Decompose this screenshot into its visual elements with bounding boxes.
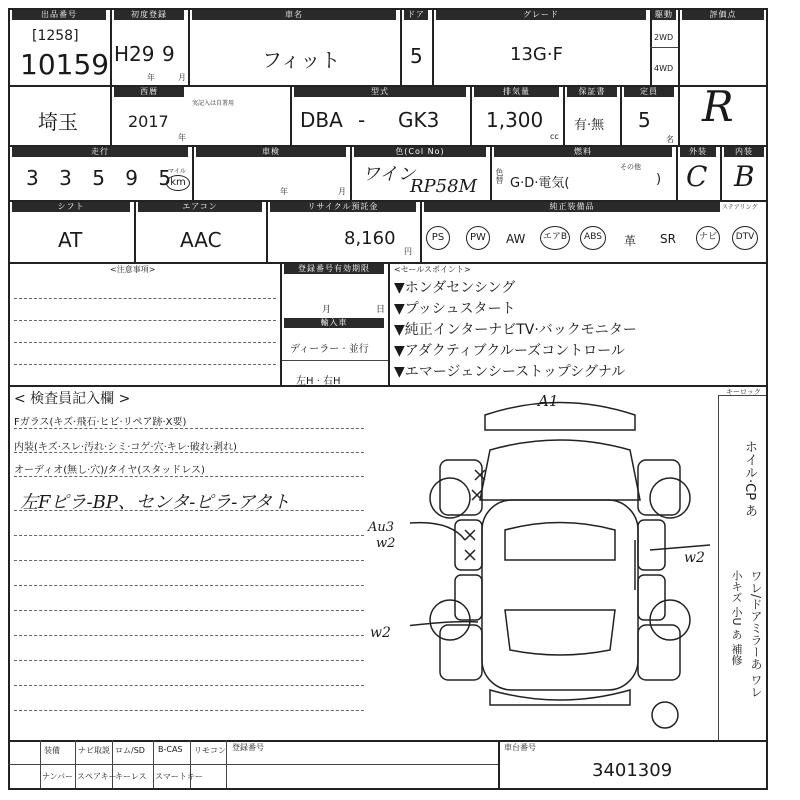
exterior: C [686, 160, 708, 193]
sales-point: ▼プッシュスタート [394, 301, 516, 317]
fuel-other: その他 [620, 163, 641, 171]
mileage-digit: 3 [59, 166, 74, 190]
exterior-header: 外装 [680, 147, 716, 157]
year-header: 西暦 [114, 87, 184, 97]
lot-number-header: 出品番号 [12, 10, 106, 20]
legend-line-2: ワレ/ドアミラーあ ワレ [749, 570, 763, 698]
key-lock-label: キーロック [726, 388, 761, 396]
color-code: RP58M [410, 176, 477, 197]
footer-col1-a: 装備 [44, 746, 60, 755]
displacement: 1,300 [486, 108, 544, 132]
displacement-unit: cc [550, 132, 559, 141]
sales-point: ▼アダクティブクルーズコントロール [394, 343, 625, 359]
notes-header: <注意事項> [110, 265, 156, 274]
region: 埼玉 [38, 110, 78, 134]
footer-col3-a: ロム/SD [115, 746, 145, 755]
first-reg-era: H29 [114, 42, 155, 66]
eval-score: R [702, 82, 734, 131]
sales-point: ▼エマージェンシーストップシグナル [394, 364, 626, 380]
mileage-unit-miles: マイル [168, 168, 186, 175]
recycle-unit: 円 [404, 247, 412, 256]
reg-month: 月 [322, 305, 332, 315]
drive-4wd: 4WD [654, 64, 674, 73]
warranty-flag: 有·無 [574, 118, 605, 133]
footer-col5-a: リモコン [194, 746, 226, 755]
sales-point: ▼純正インターナビTV·バックモニター [394, 322, 637, 338]
equip-aw: AW [506, 232, 526, 246]
chassis-label: 車台番号 [504, 743, 536, 752]
mark-w2-bottom: w2 [370, 625, 391, 641]
import-value: ディーラー · 並行 [290, 344, 369, 355]
interior-line: 内装(キズ·スレ·汚れ·シミ·コゲ·穴·キレ·破れ·剥れ) [14, 442, 237, 453]
note-label: 実記入は自署用 [192, 100, 235, 107]
car-name: フィット [262, 48, 341, 72]
handle-value: 左H · 右H [296, 376, 341, 387]
mark-a1: A1 [538, 392, 559, 410]
glass-line: Fガラス(キズ·飛石·ヒビ·リペア跡·X要) [14, 417, 187, 428]
shaken-header: 車検 [196, 147, 346, 157]
footer-col1-b: ナンバー [42, 772, 74, 781]
equip-abs: ABS [580, 226, 606, 250]
first-reg-year-unit: 年 [147, 73, 155, 82]
first-reg-month: 9 [162, 42, 175, 66]
footer-col4-b: スマートキー [155, 772, 203, 781]
capacity-unit: 名 [666, 135, 674, 144]
model-header: 型式 [294, 87, 466, 97]
inspector-title: < 検査員記入欄 > [14, 391, 131, 407]
mileage-digit: 9 [125, 166, 141, 190]
lot-bracket: [1258] [32, 28, 79, 44]
displacement-header: 排気量 [474, 87, 559, 97]
aircon: AAC [180, 228, 222, 252]
sales-point: ▼ホンダセンシング [394, 280, 516, 296]
drive-header: 駆動 [652, 10, 676, 20]
mileage-digit: 5 [92, 166, 107, 190]
mileage-digit: 3 [26, 166, 41, 190]
equipment-header: 純正装備品 [424, 202, 720, 212]
footer-col4-a: B-CAS [158, 745, 183, 754]
first-reg-month-unit: 月 [178, 73, 186, 82]
fuel-options: G·D·電気( [510, 176, 570, 191]
year: 2017 [128, 112, 169, 131]
lot-number: 10159 [20, 48, 110, 81]
legend-line-3: 小キズ 小U あ 補修 [730, 570, 743, 666]
mark-au3: Au3 [368, 520, 395, 535]
mileage-digits [26, 166, 173, 190]
sales-points [394, 278, 637, 383]
grade: 13G·F [510, 44, 563, 65]
recycle-amount: 8,160 [344, 228, 396, 249]
recycle-header: リサイクル預託金 [270, 202, 416, 212]
equip-leather: 革 [624, 234, 637, 248]
mark-w2-left: w2 [376, 536, 396, 551]
footer-col2-a: ナビ取説 [78, 746, 110, 755]
shift: AT [58, 228, 83, 252]
equip-sr: SR [660, 232, 676, 246]
handwritten-note: 左Fピラ-BP、センタ-ピラ-アタト [20, 492, 291, 513]
mileage-header: 走行 [12, 147, 188, 157]
shaken-year-unit: 年 [280, 187, 288, 196]
warranty-header: 保証書 [567, 87, 617, 97]
sales-header: <セールスポイント> [394, 265, 471, 274]
mileage-digit: 5 [158, 166, 174, 190]
equip-dtv: DTV [732, 226, 758, 250]
color-header: 色(Col No) [354, 147, 486, 157]
grade-header: グレード [436, 10, 646, 20]
eval-header: 評価点 [682, 10, 764, 20]
equip-airbag: エアB [540, 226, 570, 250]
equipment-extra-label: ステアリング [722, 204, 758, 211]
legend-line-1: ホイル·CP あ [742, 440, 757, 518]
footer-col3-b: キーレス [115, 772, 147, 781]
fuel-close: ) [656, 172, 662, 187]
capacity-header: 定員 [624, 87, 674, 97]
reg-day: 日 [376, 305, 386, 315]
equip-pw: PW [466, 226, 490, 250]
mark-w2-right: w2 [684, 550, 705, 566]
shaken-month-unit: 月 [338, 187, 346, 196]
interior-header: 内装 [724, 147, 764, 157]
doors: 5 [410, 44, 423, 68]
first-reg-header: 初度登録 [114, 10, 184, 20]
audio-line: オーディオ(無し·穴)/タイヤ(スタッドレス) [14, 465, 205, 476]
model-prefix: DBA [300, 108, 343, 132]
car-diagram [410, 390, 710, 735]
shift-header: シフト [12, 202, 130, 212]
chassis-number: 3401309 [592, 760, 673, 781]
equip-ps: PS [426, 226, 450, 250]
equip-navi: ナビ [696, 226, 720, 250]
car-name-header: 車名 [192, 10, 396, 20]
mileage-unit-km: km [166, 175, 190, 191]
color-change-label: 色替 [495, 168, 504, 184]
footer-col2-b: スペアキー [77, 772, 117, 781]
fuel-header: 燃料 [494, 147, 672, 157]
drive-2wd: 2WD [654, 33, 674, 42]
reg-valid-header: 登録番号有効期限 [284, 264, 384, 274]
aircon-header: エアコン [138, 202, 262, 212]
capacity: 5 [638, 108, 651, 132]
year-unit: 年 [178, 133, 186, 142]
model-code: GK3 [398, 108, 440, 132]
interior: B [734, 160, 755, 193]
model-dash: - [358, 108, 366, 132]
import-header: 輸入車 [284, 318, 384, 328]
doors-header: ドア [404, 10, 428, 20]
reg-num-label: 登録番号 [232, 743, 264, 752]
color: ワイン [362, 164, 416, 185]
